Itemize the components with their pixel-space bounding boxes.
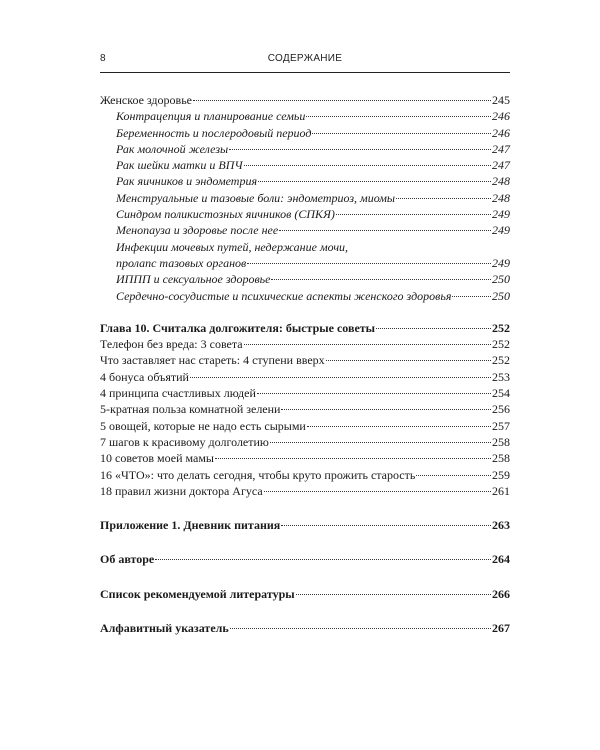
toc-entry-page: 257: [492, 418, 510, 433]
toc-entry-page: 247: [492, 141, 510, 156]
toc-entry-page: 246: [492, 109, 510, 124]
leader-dots: [155, 559, 491, 560]
toc-entry-title: 4 принципа счастливых людей: [100, 386, 256, 401]
toc-entry[interactable]: [100, 450, 510, 466]
leader-dots: [306, 116, 491, 117]
toc-entry[interactable]: [100, 385, 510, 401]
toc-entry[interactable]: [100, 434, 510, 450]
leader-dots: [376, 328, 491, 329]
toc-entry-page: 256: [492, 402, 510, 417]
leader-dots: [416, 475, 491, 476]
leader-dots: [244, 344, 491, 345]
toc-entry-title: Телефон без вреда: 3 совета: [100, 337, 243, 352]
toc-subentry[interactable]: [100, 125, 510, 141]
toc-entry-title: Инфекции мочевых путей, недержание мочи,: [116, 239, 349, 254]
toc-entry-page: 266: [492, 586, 510, 601]
toc-entry[interactable]: [100, 336, 510, 352]
leader-dots: [258, 181, 491, 182]
toc-entry-page: 267: [492, 621, 510, 636]
toc-entry-title: Рак яичников и эндометрия: [116, 174, 258, 189]
toc-subentry-line1[interactable]: [100, 239, 510, 255]
leader-dots: [193, 100, 491, 101]
leader-dots: [270, 442, 491, 443]
toc-entry-page: 246: [492, 125, 510, 140]
toc-entry-title: 4 бонуса объятий: [100, 369, 189, 384]
toc-subentry[interactable]: [100, 108, 510, 124]
toc-subentry[interactable]: [100, 141, 510, 157]
toc-entry-page: 254: [492, 386, 510, 401]
toc-entry-page: 245: [492, 93, 510, 107]
toc-entry-title: пролапс тазовых органов: [116, 255, 247, 270]
leader-dots: [264, 491, 491, 492]
toc-subentry[interactable]: [100, 288, 510, 304]
leader-dots: [396, 198, 491, 199]
running-header: [100, 50, 510, 73]
toc-entry-page: 248: [492, 190, 510, 205]
toc-entry-title: Менопауза и здоровье после нее: [116, 223, 279, 238]
leader-dots: [281, 409, 491, 410]
toc-chapter-10[interactable]: [100, 320, 510, 336]
page-number: 8: [100, 53, 106, 64]
toc-subentry[interactable]: [100, 206, 510, 222]
toc-entry-page: 247: [492, 158, 510, 173]
toc-entry-page: 248: [492, 174, 510, 189]
toc-entry-title: Рак молочной железы: [116, 141, 229, 156]
toc-literature[interactable]: [100, 586, 510, 602]
toc-entry-title: 5-кратная польза комнатной зелени: [100, 402, 281, 417]
toc-subentry[interactable]: [100, 173, 510, 189]
toc-entry-page: 259: [492, 467, 510, 482]
leader-dots: [452, 296, 491, 297]
toc-entry-title: Приложение 1. Дневник питания: [100, 518, 281, 533]
toc-entry-title: Рак шейки матки и ВПЧ: [116, 158, 243, 173]
leader-dots: [312, 133, 491, 134]
toc-entry-page: 261: [492, 483, 510, 498]
toc-entry-womens-health[interactable]: [100, 92, 510, 108]
toc-entry[interactable]: [100, 401, 510, 417]
leader-dots: [229, 149, 491, 150]
toc-subentry[interactable]: [100, 157, 510, 173]
leader-dots: [247, 263, 491, 264]
toc-entry-page: 249: [492, 255, 510, 270]
toc-entry-title: Контрацепция и планирование семьи: [116, 109, 306, 124]
toc-entry-page: 250: [492, 288, 510, 303]
toc-alphabetical-index[interactable]: [100, 620, 510, 636]
leader-dots: [281, 525, 491, 526]
toc-subentry[interactable]: [100, 190, 510, 206]
toc-entry-title: 7 шагов к красивому долголетию: [100, 434, 269, 449]
toc-entry-title: Сердечно-сосудистые и психические аспекты женского здоровья: [116, 288, 452, 303]
toc-entry-title: Что заставляет нас стареть: 4 ступени вверх: [100, 353, 325, 368]
leader-dots: [279, 230, 491, 231]
toc-entry-title: 10 советов моей мамы: [100, 451, 214, 466]
toc-entry-page: 250: [492, 272, 510, 287]
toc-entry-page: 258: [492, 434, 510, 449]
toc-entry-title: Женское здоровье: [100, 93, 193, 107]
toc-entry-title: Об авторе: [100, 552, 155, 567]
running-title: СОДЕРЖАНИЕ: [267, 53, 343, 64]
leader-dots: [296, 594, 491, 595]
toc-entry[interactable]: [100, 369, 510, 385]
leader-dots: [230, 628, 491, 629]
toc-entry-page: 258: [492, 451, 510, 466]
leader-dots: [190, 377, 491, 378]
toc-entry-page: 253: [492, 369, 510, 384]
leader-dots: [307, 426, 491, 427]
toc-subentry[interactable]: [100, 222, 510, 238]
leader-dots: [244, 165, 491, 166]
toc-subentry[interactable]: [100, 271, 510, 287]
toc-entry-title: ИППП и сексуальное здоровье: [116, 272, 271, 287]
toc-entry-page: 249: [492, 223, 510, 238]
toc-entry-page: 252: [492, 320, 510, 335]
toc-entry-title: Синдром поликистозных яичников (СПКЯ): [116, 207, 335, 222]
toc-entry-title: Список рекомендуемой литературы: [100, 586, 295, 601]
leader-dots: [215, 458, 491, 459]
leader-dots: [336, 214, 491, 215]
toc-entry-page: 252: [492, 353, 510, 368]
toc-entry-title: Менструальные и тазовые боли: эндометриоз, миомы: [116, 190, 396, 205]
toc-entry[interactable]: [100, 483, 510, 499]
toc-entry-title: 18 правил жизни доктора Агуса: [100, 483, 263, 498]
leader-dots: [326, 360, 491, 361]
table-of-contents: [100, 92, 510, 636]
toc-entry-title: Алфавитный указатель: [100, 621, 229, 636]
leader-dots: [271, 279, 491, 280]
toc-entry-page: 249: [492, 207, 510, 222]
toc-subentry[interactable]: [100, 255, 510, 271]
leader-dots: [257, 393, 491, 394]
toc-entry-title: Беременность и послеродовый период: [116, 125, 312, 140]
toc-entry-title: 16 «ЧТО»: что делать сегодня, чтобы круто прожить старость: [100, 467, 416, 482]
toc-entry-page: 264: [492, 552, 510, 567]
toc-entry[interactable]: [100, 467, 510, 483]
toc-entry-title: 5 овощей, которые не надо есть сырыми: [100, 418, 306, 433]
toc-entry-page: 252: [492, 337, 510, 352]
toc-about-author[interactable]: [100, 551, 510, 567]
toc-entry[interactable]: [100, 352, 510, 368]
toc-entry-title: Глава 10. Считалка долгожителя: быстрые советы: [100, 320, 376, 335]
toc-appendix-1[interactable]: [100, 517, 510, 533]
toc-entry[interactable]: [100, 418, 510, 434]
toc-entry-page: 263: [492, 518, 510, 533]
